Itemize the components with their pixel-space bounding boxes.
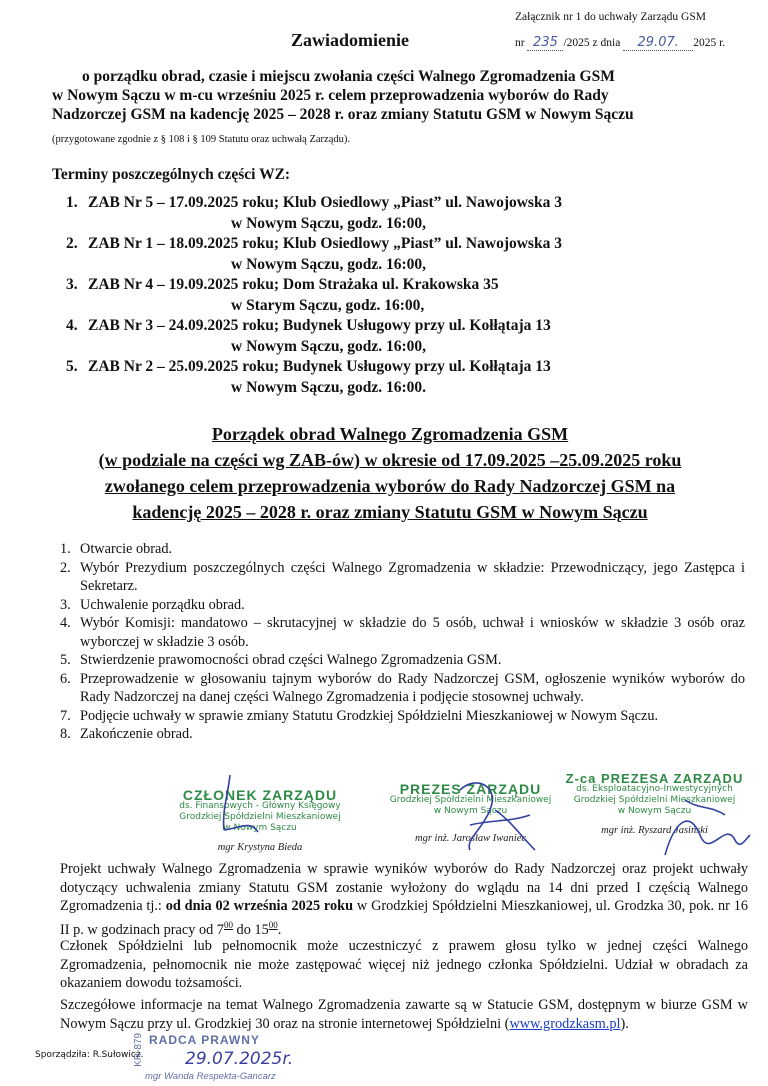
agenda-item: 2. Wybór Prezydium poszczególnych części Walnego Zgromadzenia w składzie: Przewodniczący, jego Zastępca i Sekretarz. [60, 559, 745, 594]
paragraph-participation: Członek Spółdzielni lub pełnomocnik może uczestniczyć z prawem głosu tylko w jednej części Walnego Zgromadzenia, pełnomocnik nie może zastępować więcej niż jednego członka Spółdzielni. Udział w obradach za okazaniem dowodu tożsamości. [60, 938, 748, 991]
term-item: 2. ZAB Nr 1 – 18.09.2025 roku; Klub Osiedlowy „Piast” ul. Nawojowska 3 w Nowym Sączu, godz. 16:00, [66, 235, 562, 273]
website-link[interactable]: www.grodzkasm.pl [509, 1015, 621, 1032]
prepared-by: Sporządziła: R.Sułowicz. [35, 1050, 144, 1060]
attachment-number-line: nr 235 /2025 z dnia 29.07. 2025 r. [515, 35, 726, 50]
page-title: Zawiadomienie [290, 30, 409, 50]
agenda-item: 3. Uchwalenie porządku obrad. [60, 596, 245, 613]
agenda-item: 6. Przeprowadzenie w głosowaniu tajnym wyborów do Rady Nadzorczej GSM, ogłoszenie wyników wyborów do Rady Nadzorczej na danej części Walnego Zgromadzenia i podjęcie stosownej uchwały. [60, 670, 745, 705]
handwritten-date: 29.07. [637, 35, 679, 50]
agenda-item: 8. Zakończenie obrad. [60, 726, 193, 742]
agenda-item: 7. Podjęcie uchwały w sprawie zmiany Statutu Grodzkiej Spółdzielni Mieszkaniowej w Nowym Sączu. [60, 707, 659, 724]
term-item: 1. ZAB Nr 5 – 17.09.2025 roku; Klub Osiedlowy „Piast” ul. Nawojowska 3 w Nowym Sączu, godz. 16:00, [66, 194, 562, 232]
signature-scribble [655, 780, 755, 870]
agenda-list [60, 540, 745, 744]
intro-note: (przygotowane zgodnie z § 108 i § 109 Statutu oraz uchwałą Zarządu). [52, 134, 350, 145]
terms-heading: Terminy poszczególnych części WZ: [52, 166, 291, 183]
stamp-title: RADCA PRAWNY [149, 1033, 260, 1047]
signature-scribble [440, 770, 550, 860]
intro: o porządku obrad, czasie i miejscu zwołania części Walnego Zgromadzenia GSM w Nowym Sączu w m-cu wrześniu 2025 r. celem przeprowadzenia wyborów do Rady Nadzorczej GSM na kadencję 2025 – 2028 r. oraz zmiany Statutu GSM w Nowym Sączu [52, 68, 634, 123]
signature-vice-president: Z-ca PREZESA ZARZĄDU ds. Eksploatacyjno-Inwestycyjnych Grodzkiej Spółdzielni Mieszkaniowej w Nowym Sączu mgr inż. Ryszard Jasiński [565, 771, 744, 836]
handwritten-stamp-date: 29.07.2025r. [185, 1049, 294, 1069]
attachment-line: Załącznik nr 1 do uchwały Zarządu GSM [515, 11, 706, 23]
term-item: 3. ZAB Nr 4 – 19.09.2025 roku; Dom Strażaka ul. Krakowska 35 w Starym Sączu, godz. 16:00, [66, 276, 499, 314]
term-item: 4. ZAB Nr 3 – 24.09.2025 roku; Budynek Usługowy przy ul. Kołłątaja 13 w Nowym Sączu, godz. 16:00, [66, 317, 551, 355]
stamp-name: mgr Wanda Respekta-Gancarz [145, 1071, 276, 1082]
agenda-title: Porządek obrad Walnego Zgromadzenia GSM (w podziale na części wg ZAB-ów) w okresie od 17.09.2025 –25.09.2025 roku zwołanego celem przeprowadzenia wyborów do Rady Nadzorczej GSM na kadencję 2025 – 2028 r. oraz zmiany Statutu GSM w Nowym Sączu [98, 424, 682, 522]
signature-president: PREZES ZARZĄDU Grodzkiej Spółdzielni Mieszkaniowej w Nowym Sączu mgr inż. Jarosław Iwaniec [389, 781, 552, 844]
stamp-number: KR-879 [133, 1033, 144, 1067]
term-item: 5. ZAB Nr 2 – 25.09.2025 roku; Budynek Usługowy przy ul. Kołłątaja 13 w Nowym Sączu, godz. 16:00. [66, 358, 551, 396]
paragraph-projects: Projekt uchwały Walnego Zgromadzenia w sprawie wyników wyborów do Rady Nadzorczej oraz projekt uchwały dotyczący uchwalenia zmiany Statutu GSM zostanie wyłożony do wglądu na 14 dni przed I częścią Walnego Zgromadzenia tj.: od dnia 02 września 2025 roku w Grodzkiej Spółdzielni Mieszkaniowej, ul. Grodzka 30, pok. nr 16 II p. w godzinach pracy od $7^{00}$ do $15^{00}$. [60, 861, 748, 938]
signature-scribble [210, 770, 270, 845]
terms-list [66, 193, 562, 398]
agenda-item: 4. Wybór Komisji: mandatowo – skrutacyjnej w składzie do 5 osób, uchwał i wniosków w składzie 3 osób oraz wyborczej w składzie 3 osób. [60, 615, 745, 650]
legal-stamp [133, 1033, 294, 1082]
paragraph-info: Szczegółowe informacje na temat Walnego Zgromadzenia zawarte są w Statucie GSM, dostępnym w biurze GSM w Nowym Sączu przy ul. Grodzkiej 30 oraz na stronie internetowej Spółdzielni (www.grodzkasm.pl). [60, 997, 748, 1032]
handwritten-number: 235 [533, 35, 558, 50]
signature-board-member: CZŁONEK ZARZĄDU ds. Finansowych - Główny Księgowy Grodzkiej Spółdzielni Mieszkaniowej w Nowym Sączu mgr Krystyna Bieda [179, 787, 341, 853]
agenda-item: 1. Otwarcie obrad. [60, 541, 173, 557]
agenda-item: 5. Stwierdzenie prawomocności obrad części Walnego Zgromadzenia GSM. [60, 652, 502, 668]
